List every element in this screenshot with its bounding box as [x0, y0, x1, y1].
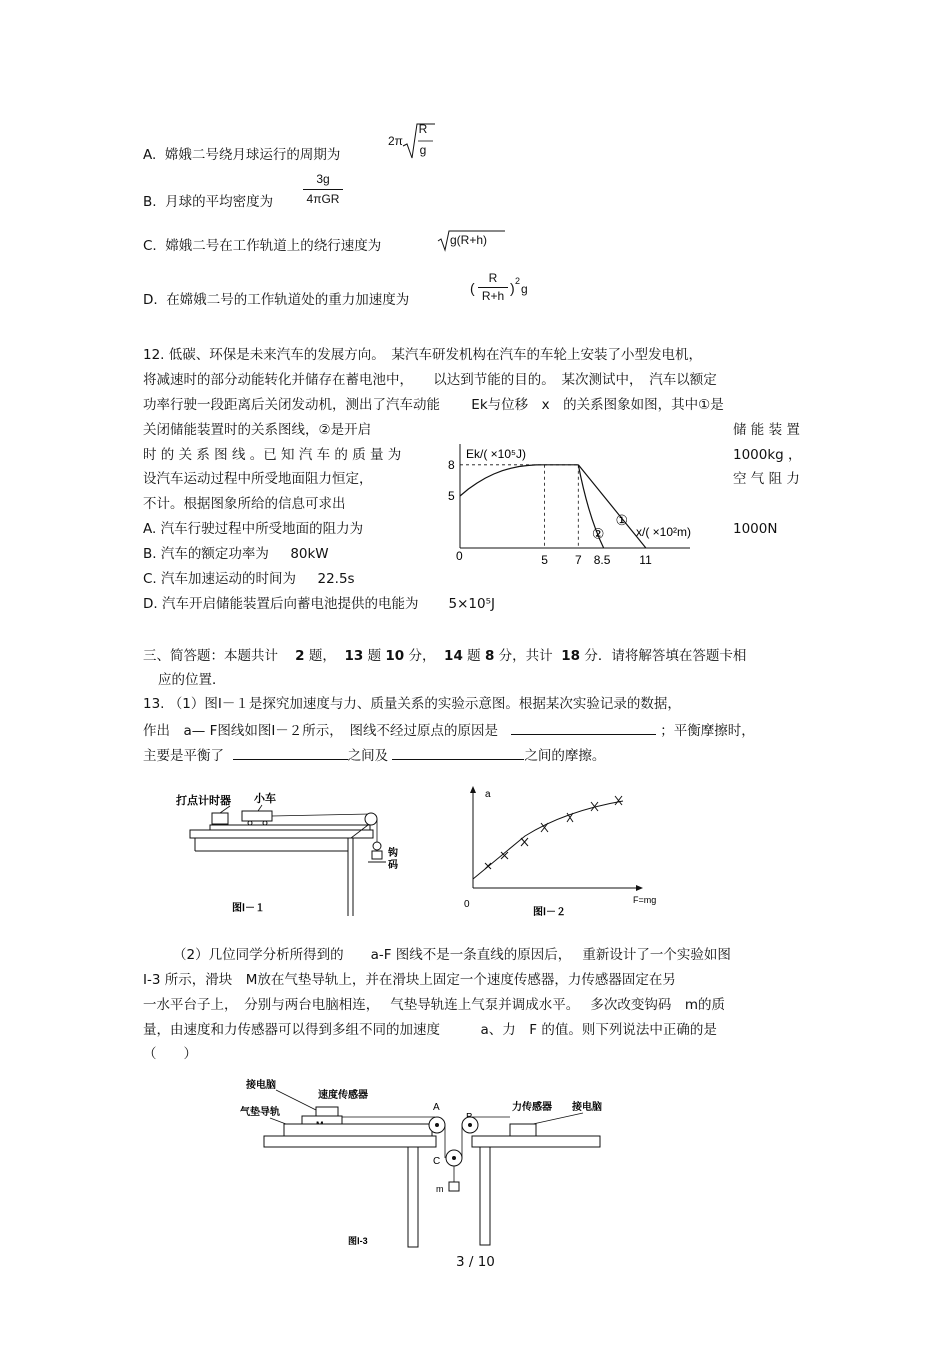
fig1-weight [372, 851, 382, 859]
q11-d-paren-left: ( [470, 280, 475, 296]
q13-part2-line-4: 量，由速度和力传感器可以得到多组不同的加速度 a、力 F 的值。则下列说法中正确的是 [143, 1022, 717, 1038]
section3-line-2: 应的位置． [158, 672, 226, 688]
fig3-left-table-top [264, 1136, 436, 1147]
q12-option-a: A. 汽车行驶过程中所受地面的阻力为 [143, 521, 364, 537]
ek-y-tick-label: 8 [448, 457, 455, 472]
q12-line-6-left: 设汽车运动过程中所受地面阻力恒定， [143, 471, 373, 487]
q11-d-exponent: 2 [515, 276, 521, 286]
q12-option-b: B. 汽车的额定功率为 80kW [143, 546, 329, 562]
fig2-curve [473, 801, 623, 879]
fig3-pc-right-label: 接电脑 [572, 1102, 602, 1113]
fig1-timer-label: 打点计时器 [176, 795, 231, 807]
fig3-speed-sensor [316, 1107, 338, 1116]
q11-option-a: A. 嫦娥二号绕月球运行的周期为 [143, 147, 341, 163]
q13-part2-line-3: 一水平台子上， 分别与两台电脑相连， 气垫导轨连上气泵并调成水平。 多次改变钩码 m的质 [143, 997, 725, 1013]
fig3-force-sensor-label: 力传感器 [512, 1102, 552, 1113]
q13-line-1: 13. （1）图Ⅰ－１是探究加速度与力、质量关系的实验示意图。根据某次实验记录的数据， [143, 696, 681, 712]
ek-x-chart [440, 438, 710, 573]
q11-option-d: D. 在嫦娥二号的工作轨道处的重力加速度为 [143, 292, 410, 308]
q12-line-3: 功率行驶一段距离后关闭发动机，测出了汽车动能 Ek与位移 x 的关系图象如图，其中①是 [143, 397, 724, 413]
q12-option-d: D. 汽车开启储能装置后向蓄电池提供的电能为 5×10⁵J [143, 596, 496, 612]
q11-b-fraction-bar [303, 189, 343, 190]
section3-line-1: 三、简答题：本题共计 2 题， 13 题 10 分， 14 题 8 分，共计 18 分．请将解答填在答题卡相 [143, 648, 747, 664]
q12-line-5-right: 1000kg ， [733, 447, 802, 463]
q13-line-2: 作出 a— F图线如图Ⅰ－２所示， 图线不经过原点的原因是 ；平衡摩擦时， [143, 720, 755, 741]
q12-line-1: 12. 低碳、环保是未来汽车的发展方向。 某汽车研发机构在汽车的车轮上安装了小型发电机， [143, 347, 703, 363]
fig3-label-a: A [433, 1102, 440, 1113]
ek-series-shared-line [460, 465, 578, 496]
fig2-caption: 图Ⅰ－２ [533, 907, 566, 918]
q11-d-paren-right: ) [510, 280, 515, 296]
fig3-speed-sensor-label: 速度传感器 [318, 1090, 368, 1101]
q12-line-5-left: 时 的 关 系 图 线 。已 知 汽 车 的 质 量 为 [143, 447, 402, 463]
ek-y-tick-label: 5 [448, 489, 455, 503]
fig3-pc-left-label: 接电脑 [246, 1080, 276, 1091]
ek-origin: 0 [456, 549, 463, 563]
q13-line-3: 主要是平衡了 之间及 之间的摩擦。 [143, 745, 605, 766]
ek-x-tick-label: 11 [639, 553, 652, 567]
fig1-timer [212, 813, 228, 824]
q11-d-num: R [488, 271, 498, 285]
fig1-caption: 图Ⅰ－１ [232, 903, 265, 914]
fig3-weight [449, 1182, 459, 1191]
page-number: 3 / 10 [456, 1254, 495, 1270]
q11-option-c: C. 嫦娥二号在工作轨道上的绕行速度为 [143, 238, 382, 254]
q11-c-formula: g(R+h) [450, 233, 488, 247]
fig1-table-top [190, 830, 373, 838]
fig1-track [210, 825, 370, 830]
q13-part2-line-1: （2）几位同学分析所得到的 a-F 图线不是一条直线的原因后， 重新设计了一个实验如图 [173, 947, 731, 963]
q12-line-4-left: 关闭储能装置时的关系图线，②是开启 [143, 422, 372, 438]
figure-1-apparatus [170, 788, 410, 923]
fig3-air-track [284, 1124, 432, 1136]
ek-y-label: Ek/( ×10⁵J) [466, 447, 526, 461]
fig1-weight-label: 钩码 [388, 848, 398, 871]
q11-b-num: 3g [316, 172, 330, 186]
fig2-origin: 0 [464, 899, 470, 910]
ek-x-tick-label: 5 [541, 553, 548, 567]
fig1-cart-label: 小车 [254, 793, 276, 805]
ek-curve-2-label: ② [591, 525, 605, 542]
q13-part2-line-2: Ⅰ-3 所示，滑块 M放在气垫导轨上，并在滑块上固定一个速度传感器，力传感器固定在另 [143, 972, 676, 988]
ek-curve-1-label: ① [615, 512, 629, 529]
q12-line-7: 不计。根据图象所给的信息可求出 [143, 496, 346, 512]
q13-part2-answer-bracket: （ ） [143, 1046, 197, 1062]
fig1-pulley [365, 813, 377, 825]
fig2-x-label: F=mg [633, 895, 657, 905]
q11-d-tail: g [521, 282, 528, 296]
fig3-label-c: C [433, 1156, 441, 1167]
q11-a-coef: 2π [388, 134, 403, 148]
q11-a-den: g [419, 143, 427, 157]
answer-blank-1[interactable] [511, 720, 656, 735]
fig2-data-points [485, 796, 622, 869]
fig2-y-label: a [485, 789, 491, 800]
answer-blank-2[interactable] [233, 745, 348, 760]
q11-d-den: R+h [481, 289, 505, 303]
q12-option-a-value: 1000N [733, 521, 778, 537]
ek-x-label: x/( ×10²m) [636, 525, 692, 539]
q12-line-4-right: 储 能 装 置 [733, 422, 800, 438]
fig1-cart [242, 811, 272, 821]
ek-x-tick-label: 8.5 [593, 553, 611, 567]
fig3-right-table-top [472, 1136, 600, 1147]
q12-option-c: C. 汽车加速运动的时间为 22.5s [143, 571, 355, 587]
q12-line-2: 将减速时的部分动能转化并储存在蓄电池中， 以达到节能的目的。 某次测试中， 汽车以额定 [143, 372, 717, 388]
q12-line-6-right: 空 气 阻 力 [733, 471, 800, 487]
fig3-air-track-label: 气垫导轨 [240, 1107, 280, 1118]
fig3-label-m: m [436, 1184, 444, 1194]
ek-x-tick-label: 7 [575, 553, 582, 567]
fig3-caption: 图Ⅰ-3 [348, 1236, 368, 1246]
answer-blank-3[interactable] [392, 745, 524, 760]
q11-b-den: 4πGR [306, 192, 340, 206]
fig3-force-sensor [510, 1124, 536, 1136]
figure-2-a-f-graph [455, 783, 675, 923]
q11-a-num: R [418, 122, 428, 136]
q11-d-fraction-bar [478, 287, 508, 288]
q11-option-b: B. 月球的平均密度为 [143, 194, 274, 210]
figure-3-apparatus [228, 1072, 608, 1252]
